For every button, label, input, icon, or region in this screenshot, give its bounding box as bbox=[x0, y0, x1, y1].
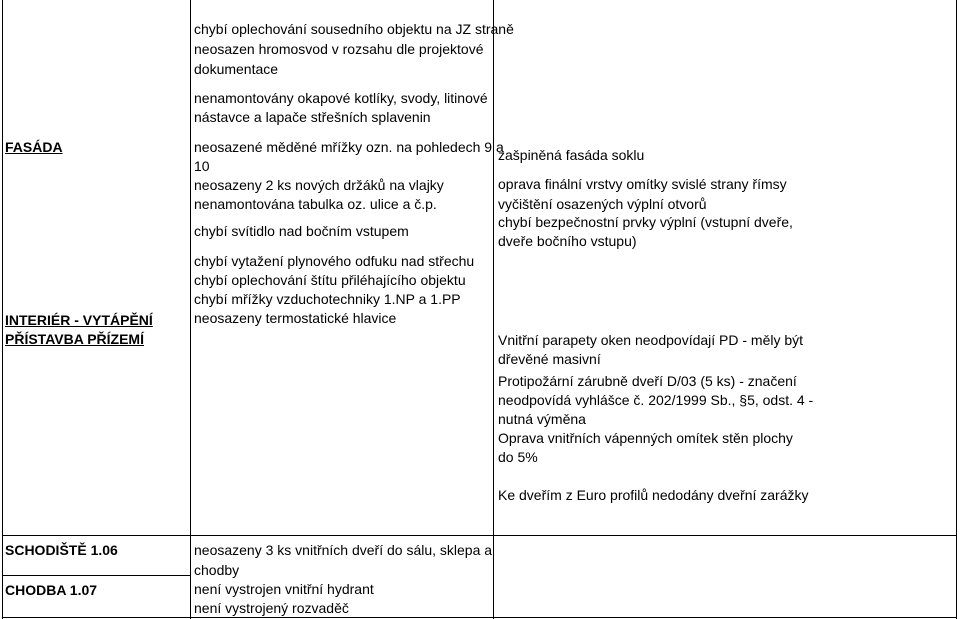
defect-item: nástavce a lapače střešních splavenin bbox=[194, 109, 431, 125]
defect-item: chybí oplechování sousedního objektu na JZ straně bbox=[194, 21, 514, 37]
remark-item: oprava finální vrstvy omítky svislé strany římsy bbox=[498, 176, 787, 192]
defect-item: 10 bbox=[194, 158, 210, 174]
table-row-divider bbox=[2, 575, 191, 576]
table-border-col2 bbox=[493, 0, 494, 619]
defect-item: chodby bbox=[194, 562, 240, 578]
section-pristavba: PŘÍSTAVBA PŘÍZEMÍ bbox=[5, 331, 144, 347]
section-chodba: CHODBA 1.07 bbox=[5, 582, 98, 598]
defect-item: neosazené měděné mřížky ozn. na pohledech 9 a bbox=[194, 139, 504, 155]
table-border-left bbox=[2, 0, 3, 619]
defect-item: není vystrojený rozvaděč bbox=[194, 600, 349, 616]
section-schodiste: SCHODIŠTĚ 1.06 bbox=[5, 542, 118, 558]
remark-item: Protipožární zárubně dveří D/03 (5 ks) - značení bbox=[498, 373, 797, 389]
defect-item: chybí oplechování štítu přiléhajícího objektu bbox=[194, 272, 466, 288]
table-row-divider bbox=[2, 535, 957, 536]
remark-item: Oprava vnitřních vápenných omítek stěn plochy bbox=[498, 430, 793, 446]
remark-item: Ke dveřím z Euro profilů nedodány dveřní zarážky bbox=[498, 487, 809, 503]
remark-item: neodpovídá vyhlášce č. 202/1999 Sb., §5, odst. 4 - bbox=[498, 392, 814, 408]
remark-item: dveře bočního vstupu) bbox=[498, 233, 637, 249]
defect-item: chybí vytažení plynového odfuku nad střechu bbox=[194, 253, 475, 269]
remark-item: vyčištění osazených výplní otvorů bbox=[498, 196, 707, 212]
defect-item: nenamontovány okapové kotlíky, svody, litinové bbox=[194, 90, 488, 106]
defect-item: neosazeny termostatické hlavice bbox=[194, 310, 397, 326]
table-border-bottom bbox=[2, 617, 957, 618]
defect-item: neosazeny 3 ks vnitřních dveří do sálu, sklepa a bbox=[194, 542, 493, 558]
remark-item: nutná výměna bbox=[498, 411, 586, 427]
remark-item: dřevěné masivní bbox=[498, 351, 601, 367]
table-border-right bbox=[956, 0, 957, 619]
remark-item: zašpiněná fasáda soklu bbox=[498, 147, 645, 163]
remark-item: do 5% bbox=[498, 449, 538, 465]
remark-item: Vnitřní parapety oken neodpovídají PD - měly být bbox=[498, 332, 804, 348]
defect-item: nenamontována tabulka oz. ulice a č.p. bbox=[194, 196, 437, 212]
section-interier: INTERIÉR - VYTÁPĚNÍ bbox=[5, 312, 153, 328]
defect-item: neosazeny 2 ks nových držáků na vlajky bbox=[194, 177, 444, 193]
table-border-col1 bbox=[190, 0, 191, 619]
defect-item: není vystrojen vnitřní hydrant bbox=[194, 581, 374, 597]
defect-item: chybí svítidlo nad bočním vstupem bbox=[194, 223, 409, 239]
remark-item: chybí bezpečnostní prvky výplní (vstupní dveře, bbox=[498, 214, 793, 230]
defect-item: chybí mřížky vzduchotechniky 1.NP a 1.PP bbox=[194, 291, 461, 307]
defect-item: dokumentace bbox=[194, 61, 279, 77]
defect-item: neosazen hromosvod v rozsahu dle projektové bbox=[194, 41, 484, 57]
section-fasada: FASÁDA bbox=[5, 139, 63, 155]
